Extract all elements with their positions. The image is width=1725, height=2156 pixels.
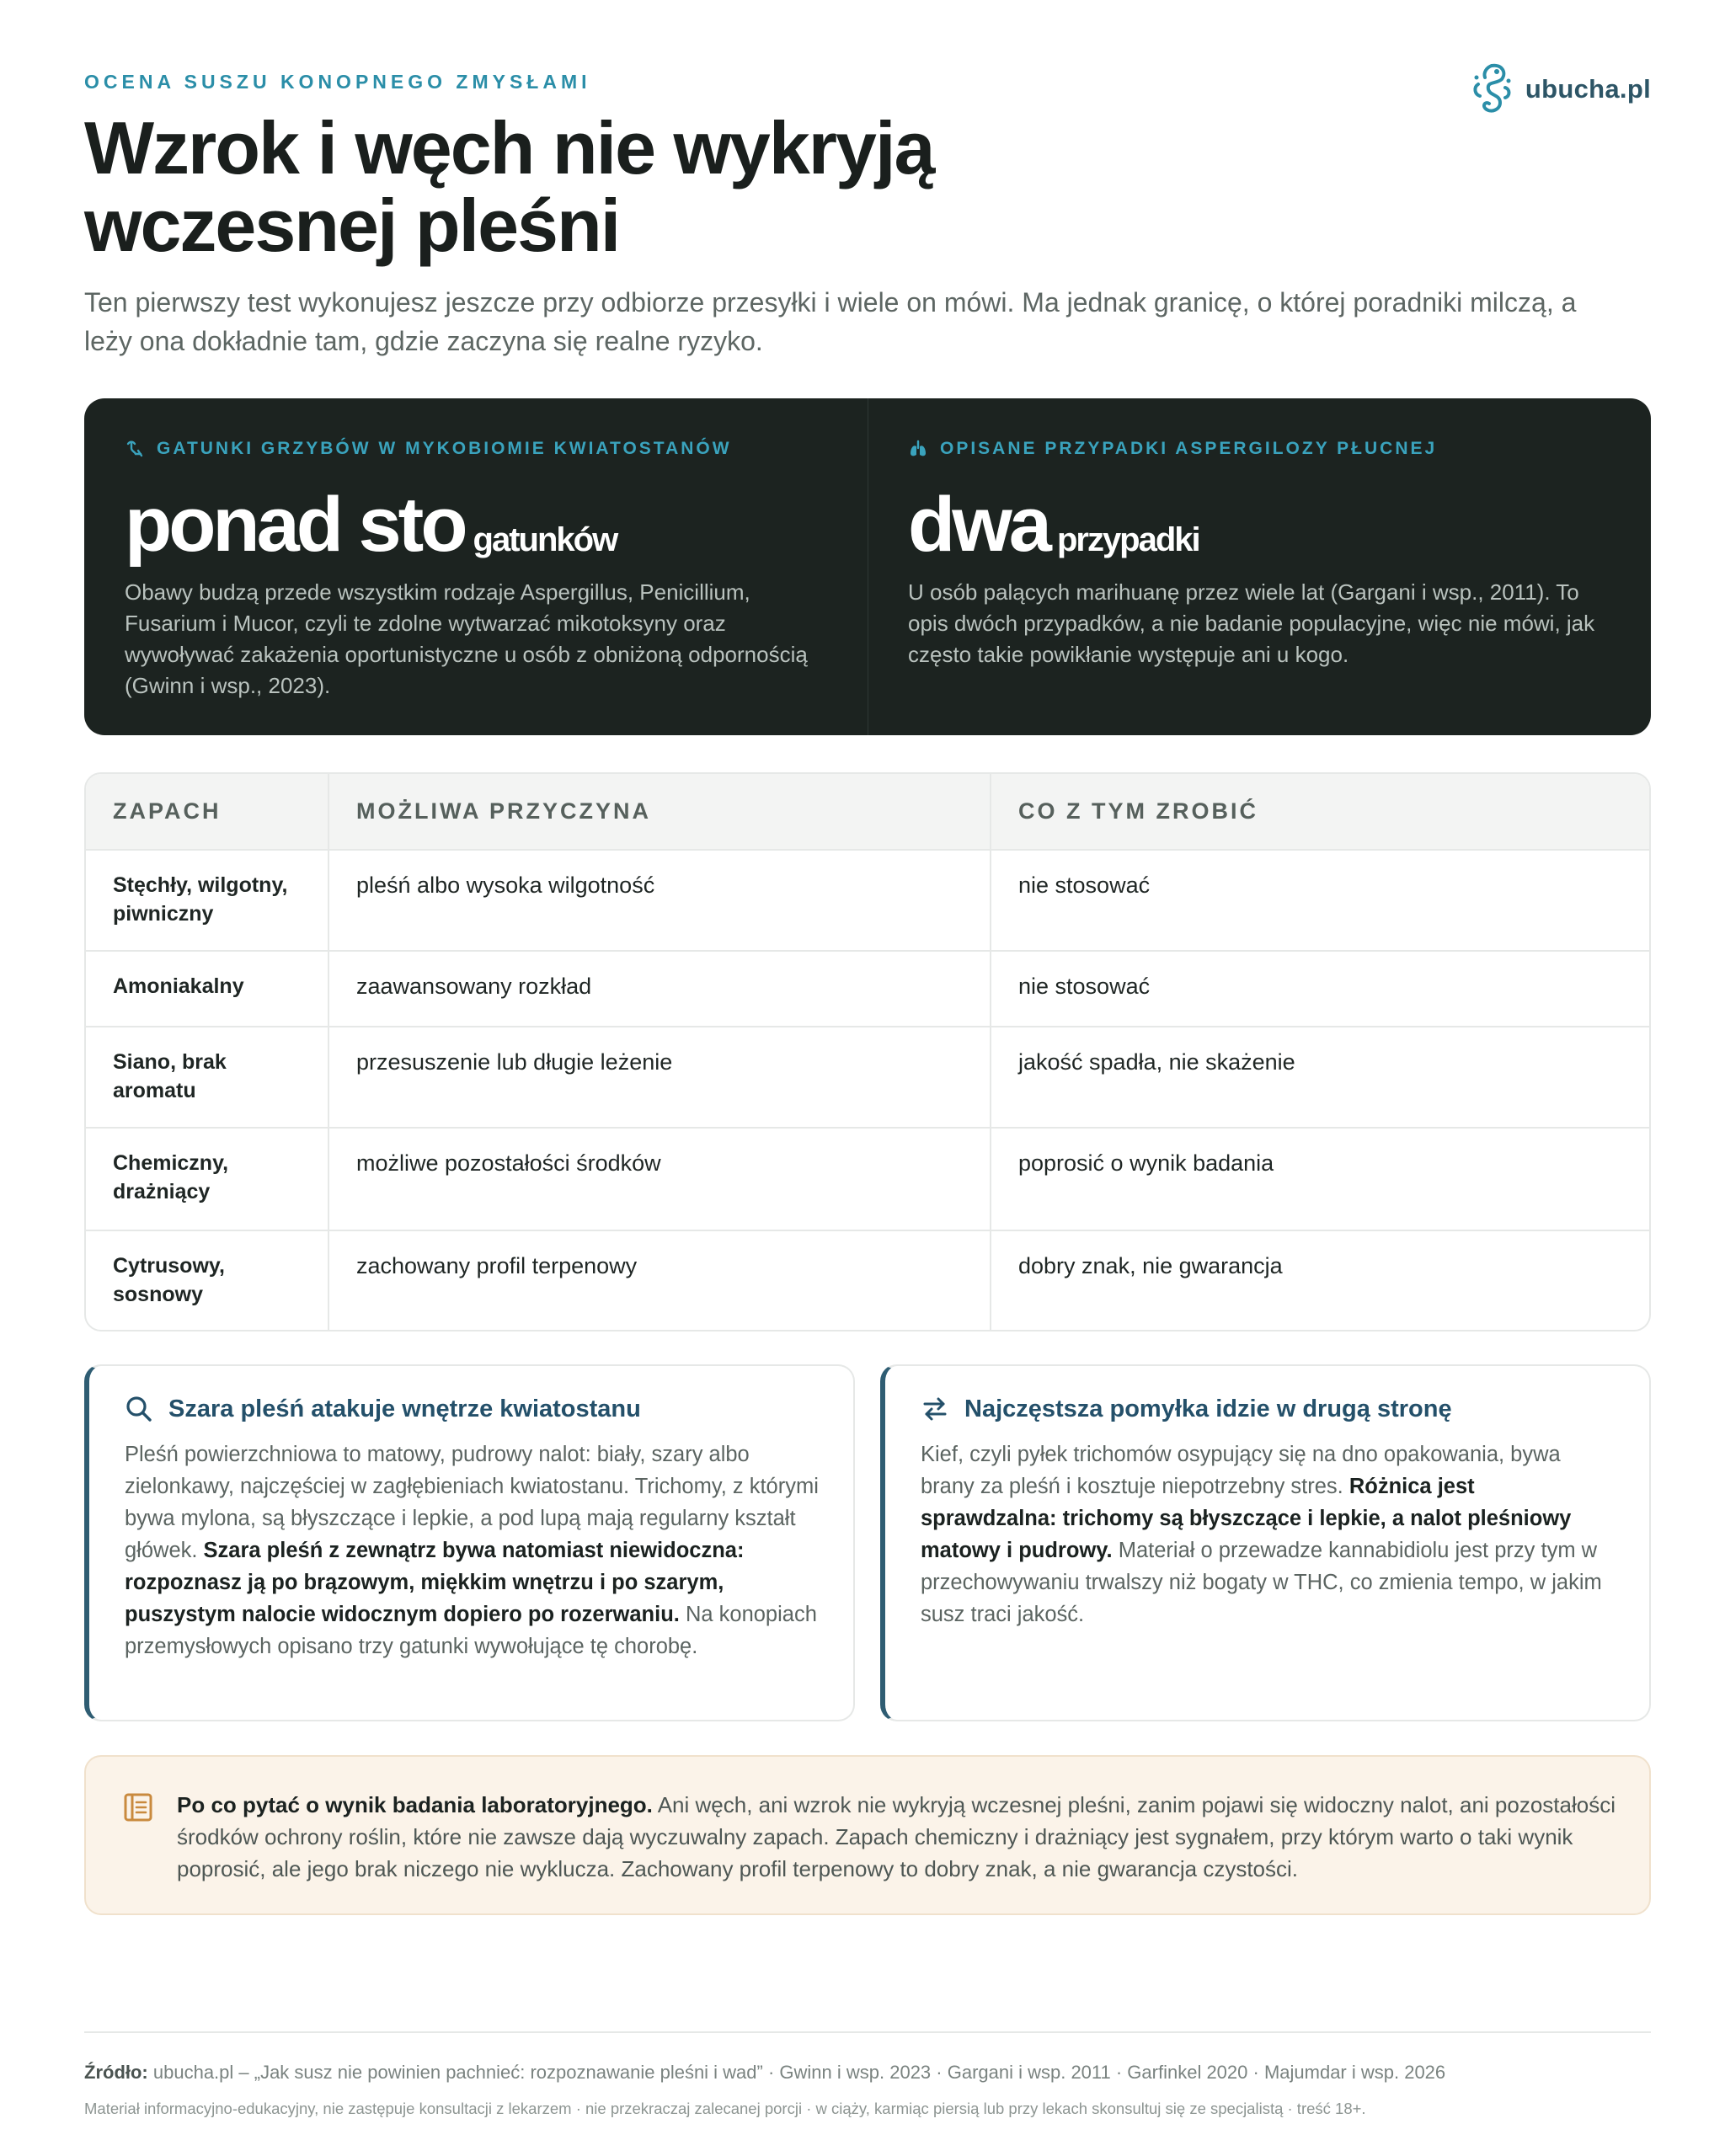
table-row: [86, 1230, 1649, 1331]
stats-panel: [84, 398, 1651, 735]
table-header: ZAPACH: [86, 774, 328, 850]
stat-description: U osób palących marihuanę przez wiele lat (Gargani i wsp., 2011). To opis dwóch przypadków, a nie badanie populacyjne, więc nie mówi, jak często takie powikłanie występuje ani u kogo.: [908, 579, 1595, 667]
table-cell: nie stosować: [991, 951, 1649, 1027]
table-cell: Chemiczny, drażniący: [86, 1128, 328, 1230]
table-row: [86, 1128, 1649, 1230]
table-cell: jakość spadła, nie skażenie: [991, 1027, 1649, 1128]
table-header: CO Z TYM ZROBIĆ: [991, 774, 1649, 850]
stat-label-text: GATUNKI GRZYBÓW W MYKOBIOMIE KWIATOSTANÓW: [157, 439, 732, 458]
eyebrow: OCENA SUSZU KONOPNEGO ZMYSŁAMI: [84, 71, 591, 93]
source-label: Źródło:: [84, 2062, 148, 2083]
table-cell: Cytrusowy, sosnowy: [113, 1254, 225, 1306]
callout-text: Pleśń powierzchniowa to matowy, pudrowy nalot: biały, szary albo zielonkawy, najczęściej w zagłębieniach kwiatostanu. Trichomy, z którymi bywa mylona, są błyszczące i lepkie, a pod lupą mają regularny kształt główek.: [125, 1443, 819, 1562]
stat-label: [125, 439, 827, 459]
callout-body: [921, 1438, 1616, 1630]
callout-heading: [921, 1395, 1616, 1423]
search-icon: [125, 1395, 153, 1423]
callout-kief-mistake: [880, 1364, 1651, 1721]
callout-title: Najczęstsza pomyłka idzie w drugą stronę: [964, 1395, 1452, 1422]
logo[interactable]: [1466, 59, 1651, 120]
source-line: [84, 2062, 1445, 2084]
stat-big-number: dwa: [908, 482, 1049, 568]
note-text-bold: Po co pytać o wynik badania laboratoryjnego.: [177, 1792, 653, 1817]
table-cell: przesuszenie lub długie leżenie: [328, 1027, 991, 1128]
stat-fungi-species: [84, 398, 868, 735]
table-row: [86, 850, 1649, 951]
logo-text: ubucha.pl: [1525, 74, 1651, 104]
note-text-body: Ani węch, ani wzrok nie wykryją wczesnej pleśni, zanim pojawi się widoczny nalot, ani pozostałości środków ochrony roślin, które nie zawsze dają wyczuwalny zapach. Zapach chemiczny i drażniący jest sygnałem, przy którym warto o taki wynik poprosić, ale jego brak niczego nie wyklucza. Zachowany profil terpenowy to dobry znak, a nie gwarancja czystości.: [177, 1792, 1616, 1881]
table-cell: Siano, brak aromatu: [86, 1027, 328, 1128]
callout-text-bold: Różnica jest sprawdzalna: trichomy są błyszczące i lepkie, a nalot pleśniowy matowy i pudrowy.: [921, 1475, 1572, 1562]
table-cell: nie stosować: [991, 850, 1649, 951]
table-header-row: [86, 774, 1649, 850]
stat-label-text: OPISANE PRZYPADKI ASPERGILOZY PŁUCNEJ: [940, 439, 1438, 458]
table-cell: zachowany profil terpenowy: [328, 1230, 991, 1331]
callout-heading: [125, 1395, 820, 1423]
table-cell: dobry znak, nie gwarancja: [991, 1230, 1649, 1331]
lab-test-note: [84, 1755, 1651, 1915]
callout-text: Materiał o przewadze kannabidiolu jest przy tym w przechowywaniu trwalszy niż bogaty w THC, co zmienia tempo, w jakim susz traci jakość.: [921, 1539, 1602, 1626]
stat-aspergillosis-cases: [868, 398, 1651, 735]
table-row: [86, 1027, 1649, 1128]
callout-title: Szara pleśń atakuje wnętrze kwiatostanu: [168, 1395, 641, 1422]
callout-text: Na konopiach przemysłowych opisano trzy gatunki wywołujące tę chorobę.: [125, 1603, 817, 1658]
footer-divider: [84, 2031, 1651, 2033]
stat-value: [125, 482, 827, 568]
callout-text-bold: Szara pleśń z zewnątrz bywa natomiast niewidoczna: rozpoznasz ją po brązowym, miękkim wnętrzu i po szarym, puszystym nalocie widocznym dopiero po rozerwaniu.: [125, 1539, 745, 1626]
swap-arrows-icon: [921, 1395, 949, 1423]
table-row: [86, 951, 1649, 1027]
table-cell: poprosić o wynik badania: [991, 1128, 1649, 1230]
disclaimer: Materiał informacyjno-edukacyjny, nie zastępuje konsultacji z lekarzem · nie przekraczaj zalecanej porcji · w ciąży, karmiąc piersią lub przy lekach skonsultuj się ze specjalistą · treść 18+.: [84, 2100, 1366, 2117]
table-cell: zaawansowany rozkład: [328, 951, 991, 1027]
stat-unit: gatunków: [473, 521, 617, 558]
lungs-icon: [908, 439, 928, 459]
table-cell: pleśń albo wysoka wilgotność: [328, 850, 991, 951]
fungus-icon: [125, 439, 145, 459]
stat-description: Obawy budzą przede wszystkim rodzaje Aspergillus, Penicillium, Fusarium i Mucor, czyli te zdolne wytwarzać mikotoksyny oraz wywoływać zakażenia oportunistyczne u osób z obniżoną odpornością (Gwinn i wsp., 2023).: [125, 579, 808, 698]
table-cell: Stęchły, wilgotny, piwniczny: [86, 850, 328, 951]
document-icon: [121, 1790, 155, 1824]
table-header: MOŻLIWA PRZYCZYNA: [328, 774, 991, 850]
callout-text: Kief, czyli pyłek trichomów osypujący się na dno opakowania, bywa brany za pleśń i kosztuje niepotrzebny stres.: [921, 1443, 1561, 1498]
page: [84, 0, 1651, 2156]
lead-paragraph: Ten pierwszy test wykonujesz jeszcze przy odbiorze przesyłki i wiele on mówi. Ma jednak granicę, o której poradniki milczą, a leży ona dokładnie tam, gdzie zaczyna się realne ryzyko.: [84, 287, 1577, 356]
smell-table: [84, 772, 1651, 1331]
stat-label: [908, 439, 1610, 459]
table-cell: Amoniakalny: [86, 951, 328, 1027]
note-text: [177, 1789, 1616, 1913]
callout-body: [125, 1438, 820, 1662]
stat-big-number: ponad sto: [125, 482, 465, 568]
source-text: ubucha.pl – „Jak susz nie powinien pachnieć: rozpoznawanie pleśni i wad” · Gwinn i wsp. 2023 · Gargani i wsp. 2011 · Garfinkel 2020 · Majumdar i wsp. 2026: [147, 2062, 1446, 2083]
table-cell: możliwe pozostałości środków: [328, 1128, 991, 1230]
page-title: Wzrok i węch nie wykryją wczesnej pleśni: [84, 106, 934, 267]
seahorse-logo-icon: [1466, 59, 1515, 120]
callout-gray-mold: [84, 1364, 855, 1721]
stat-unit: przypadki: [1056, 521, 1199, 558]
stat-value: [908, 482, 1610, 568]
